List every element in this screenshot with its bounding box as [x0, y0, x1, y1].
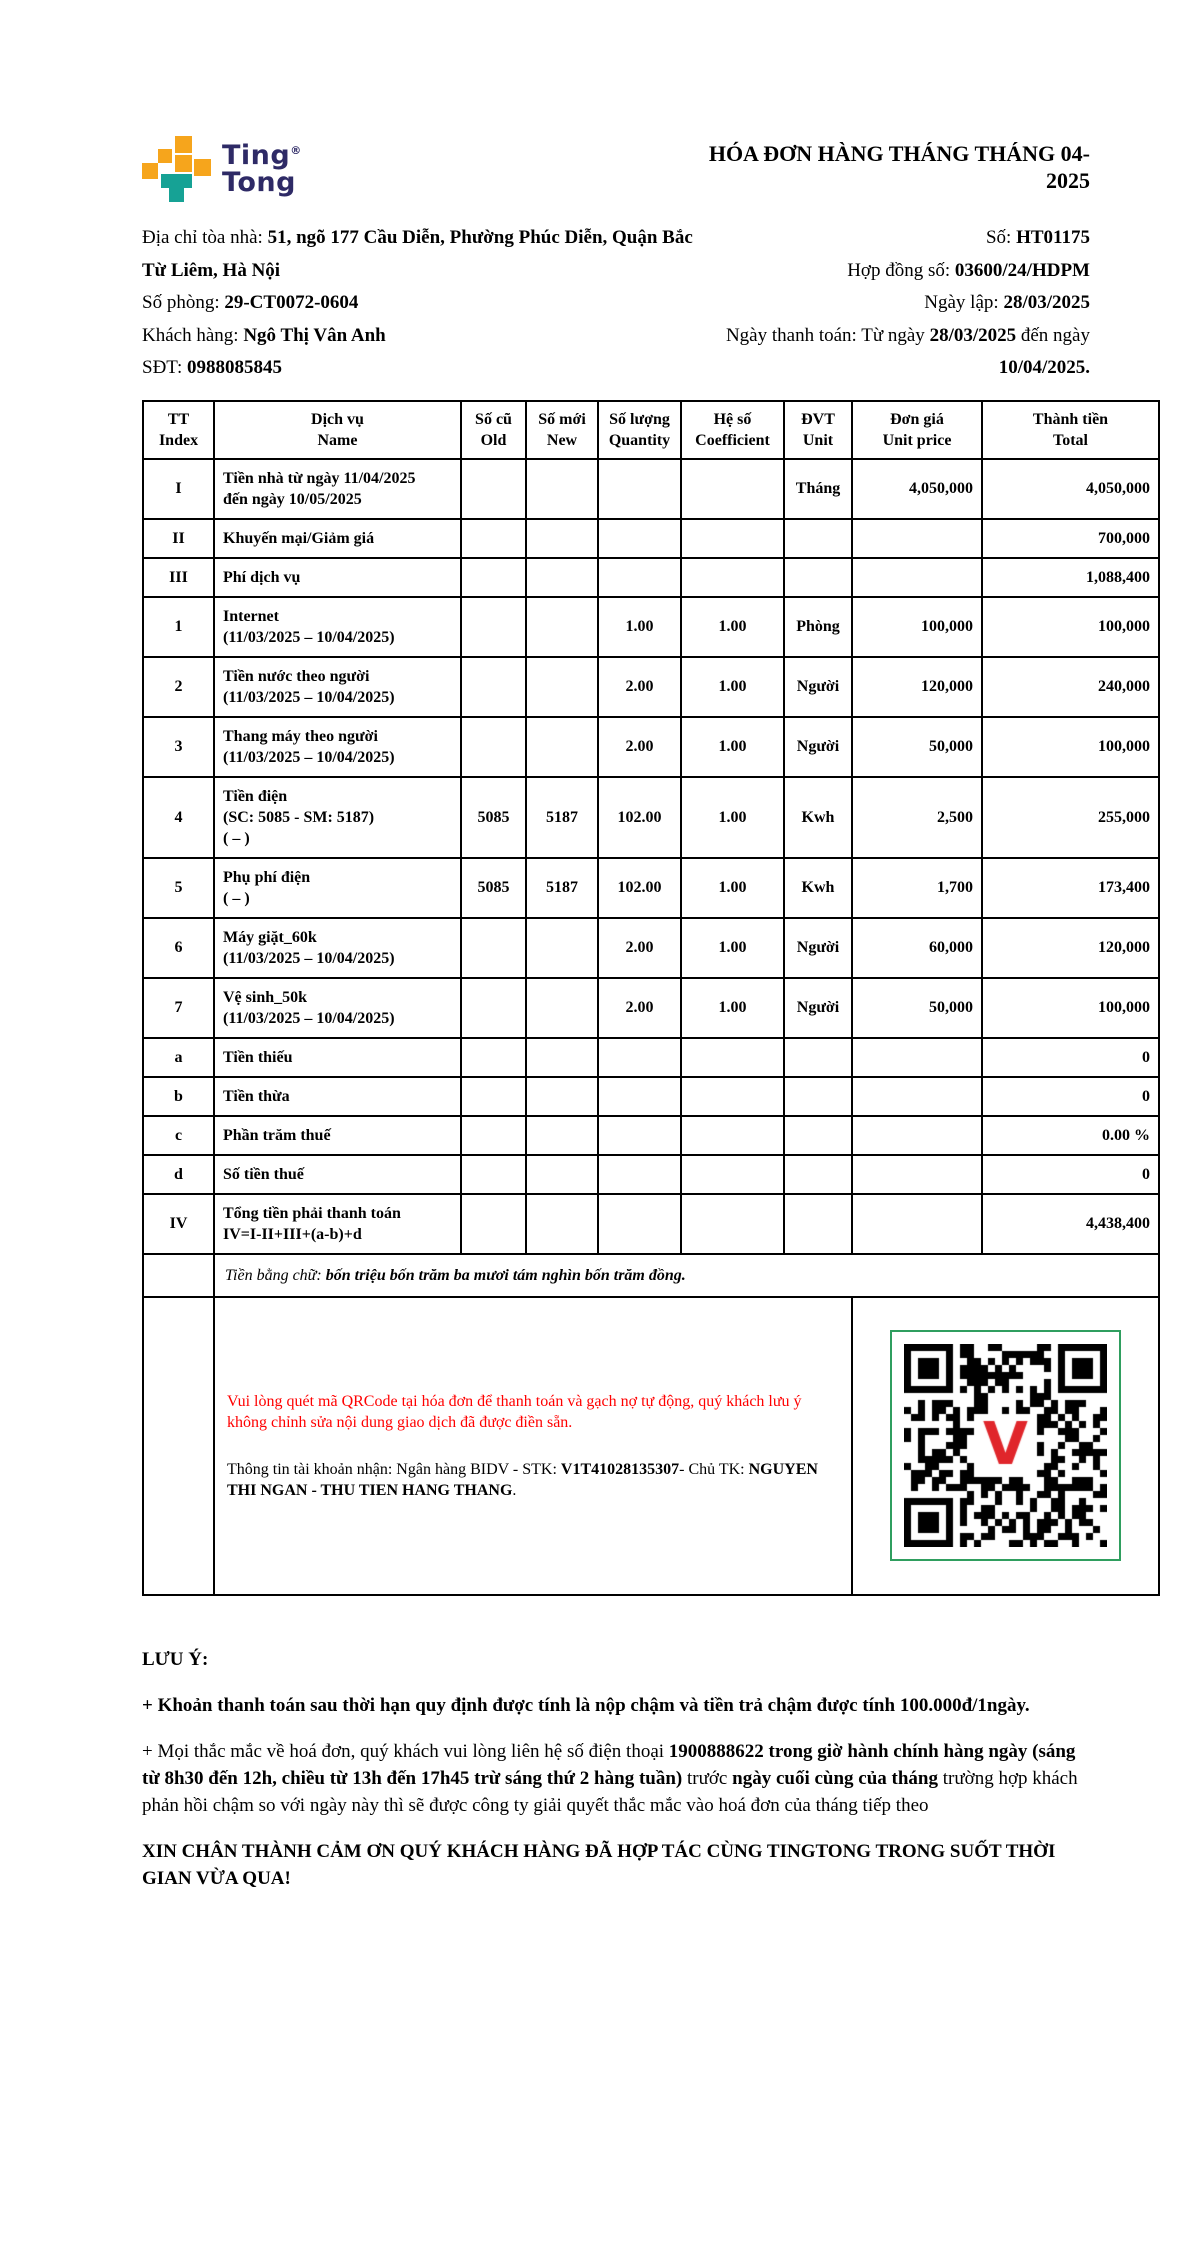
customer-phone: SĐT: 0988085845	[142, 357, 282, 378]
new-reading-cell: 5187	[526, 858, 598, 918]
service-name-cell: Số tiền thuế	[214, 1155, 461, 1194]
total-cell: 173,400	[982, 858, 1159, 918]
total-cell: 700,000	[982, 519, 1159, 558]
old-reading-cell	[461, 1116, 526, 1155]
old-reading-cell	[461, 978, 526, 1038]
qr-warning-text: Vui lòng quét mã QRCode tại hóa đơn để thanh toán và gạch nợ tự động, quý khách lưu ý không chỉnh sửa nội dung giao dịch đã được điền sẵn.	[227, 1392, 802, 1431]
table-row	[143, 657, 1159, 717]
column-header: Hệ số Coefficient	[681, 401, 784, 459]
service-name-cell: Phí dịch vụ	[214, 558, 461, 597]
empty-cell	[143, 1297, 214, 1595]
unit-cell: Người	[784, 978, 852, 1038]
coefficient-cell: 1.00	[681, 918, 784, 978]
unit-cell: Tháng	[784, 459, 852, 519]
row-index-cell: 3	[143, 717, 214, 777]
unit-price-cell: 4,050,000	[852, 459, 982, 519]
table-header-row	[143, 401, 1159, 459]
old-reading-cell	[461, 597, 526, 657]
quantity-cell	[598, 558, 681, 597]
unit-price-cell: 1,700	[852, 858, 982, 918]
table-row	[143, 1038, 1159, 1077]
contract-number: Hợp đồng số: 03600/24/HDPM	[847, 259, 1090, 281]
total-cell: 240,000	[982, 657, 1159, 717]
old-reading-cell	[461, 657, 526, 717]
row-index-cell: a	[143, 1038, 214, 1077]
hotline-note: + Mọi thắc mắc về hoá đơn, quý khách vui lòng liên hệ số điện thoại 1900888622 trong giờ hành chính hàng ngày (sáng từ 8h30 đến 12h, chiều từ 13h đến 17h45 trừ sáng thứ 2 hàng tuần) trước ngày cuối cùng của tháng trường hợp khách phản hồi chậm so với ngày này thì sẽ được công ty giải quyết thắc mắc vào hoá đơn của tháng tiếp theo	[142, 1740, 1078, 1816]
customer-info	[142, 222, 702, 385]
invoice-number: Số: HT01175	[985, 227, 1090, 248]
quantity-cell: 102.00	[598, 858, 681, 918]
unit-price-cell	[852, 1194, 982, 1254]
unit-price-cell	[852, 1038, 982, 1077]
unit-cell: Kwh	[784, 858, 852, 918]
coefficient-cell: 1.00	[681, 858, 784, 918]
total-cell: 120,000	[982, 918, 1159, 978]
row-index-cell: II	[143, 519, 214, 558]
unit-cell: Người	[784, 717, 852, 777]
total-cell: 0	[982, 1155, 1159, 1194]
unit-cell	[784, 1116, 852, 1155]
row-index-cell: III	[143, 558, 214, 597]
table-row	[143, 1155, 1159, 1194]
quantity-cell: 2.00	[598, 657, 681, 717]
unit-price-cell: 50,000	[852, 978, 982, 1038]
new-reading-cell	[526, 717, 598, 777]
unit-cell	[784, 519, 852, 558]
old-reading-cell	[461, 918, 526, 978]
service-name-cell: Phần trăm thuế	[214, 1116, 461, 1155]
coefficient-cell	[681, 1116, 784, 1155]
building-address: Địa chỉ tòa nhà: 51, ngõ 177 Cầu Diễn, Phường Phúc Diễn, Quận Bắc Từ Liêm, Hà Nội	[142, 227, 693, 281]
coefficient-cell: 1.00	[681, 777, 784, 858]
old-reading-cell	[461, 1194, 526, 1254]
new-reading-cell	[526, 1155, 598, 1194]
row-index-cell: 6	[143, 918, 214, 978]
new-reading-cell	[526, 1077, 598, 1116]
row-index-cell: c	[143, 1116, 214, 1155]
quantity-cell	[598, 1194, 681, 1254]
unit-price-cell	[852, 519, 982, 558]
header	[142, 128, 1090, 206]
table-row	[143, 519, 1159, 558]
service-name-cell: Phụ phí điện ( – )	[214, 858, 461, 918]
column-header: Số cũ Old	[461, 401, 526, 459]
payment-period: Ngày thanh toán: Từ ngày 28/03/2025 đến ngày 10/04/2025.	[725, 324, 1090, 378]
quantity-cell: 2.00	[598, 918, 681, 978]
quantity-cell	[598, 459, 681, 519]
new-reading-cell	[526, 558, 598, 597]
tingtong-logo	[142, 128, 302, 206]
coefficient-cell: 1.00	[681, 657, 784, 717]
service-name-cell: Tiền nước theo người (11/03/2025 – 10/04/2025)	[214, 657, 461, 717]
row-index-cell: I	[143, 459, 214, 519]
quantity-cell	[598, 519, 681, 558]
coefficient-cell	[681, 1077, 784, 1116]
new-reading-cell	[526, 918, 598, 978]
service-name-cell: Máy giặt_60k (11/03/2025 – 10/04/2025)	[214, 918, 461, 978]
unit-price-cell	[852, 1077, 982, 1116]
table-row	[143, 717, 1159, 777]
coefficient-cell: 1.00	[681, 978, 784, 1038]
new-reading-cell	[526, 657, 598, 717]
unit-cell	[784, 1194, 852, 1254]
total-cell: 4,050,000	[982, 459, 1159, 519]
service-name-cell: Vệ sinh_50k (11/03/2025 – 10/04/2025)	[214, 978, 461, 1038]
quantity-cell	[598, 1077, 681, 1116]
service-name-cell: Thang máy theo người (11/03/2025 – 10/04/2025)	[214, 717, 461, 777]
old-reading-cell: 5085	[461, 777, 526, 858]
service-name-cell: Tiền điện (SC: 5085 - SM: 5187) ( – )	[214, 777, 461, 858]
quantity-cell: 2.00	[598, 717, 681, 777]
total-cell: 100,000	[982, 978, 1159, 1038]
amount-in-words-row	[143, 1254, 1159, 1297]
invoice-meta	[142, 222, 1090, 385]
amount-in-words: Tiền bằng chữ: bốn triệu bốn trăm ba mươi tám nghìn bốn trăm đồng.	[214, 1254, 1159, 1297]
registered-mark: ®	[290, 144, 302, 157]
new-reading-cell	[526, 1116, 598, 1155]
unit-cell: Người	[784, 918, 852, 978]
old-reading-cell	[461, 519, 526, 558]
service-name-cell: Khuyến mại/Giảm giá	[214, 519, 461, 558]
quantity-cell: 102.00	[598, 777, 681, 858]
table-row	[143, 597, 1159, 657]
row-index-cell: 1	[143, 597, 214, 657]
qr-payment-row	[143, 1297, 1159, 1595]
old-reading-cell	[461, 1077, 526, 1116]
coefficient-cell: 1.00	[681, 597, 784, 657]
coefficient-cell	[681, 459, 784, 519]
total-cell: 255,000	[982, 777, 1159, 858]
total-cell: 0	[982, 1038, 1159, 1077]
issue-date: Ngày lập: 28/03/2025	[924, 292, 1090, 313]
total-cell: 4,438,400	[982, 1194, 1159, 1254]
late-payment-note: + Khoản thanh toán sau thời hạn quy định được tính là nộp chậm và tiền trả chậm được tính 100.000đ/1ngày.	[142, 1694, 1030, 1716]
row-index-cell: d	[143, 1155, 214, 1194]
unit-cell: Phòng	[784, 597, 852, 657]
total-cell: 100,000	[982, 717, 1159, 777]
total-cell: 1,088,400	[982, 558, 1159, 597]
service-name-cell: Internet (11/03/2025 – 10/04/2025)	[214, 597, 461, 657]
room-number: Số phòng: 29-CT0072-0604	[142, 292, 359, 313]
coefficient-cell: 1.00	[681, 717, 784, 777]
notes-heading: LƯU Ý:	[142, 1648, 209, 1670]
service-name-cell: Tổng tiền phải thanh toán IV=I-II+III+(a-b)+d	[214, 1194, 461, 1254]
quantity-cell	[598, 1155, 681, 1194]
new-reading-cell	[526, 1194, 598, 1254]
qr-code-cell	[852, 1297, 1159, 1595]
new-reading-cell	[526, 459, 598, 519]
new-reading-cell	[526, 597, 598, 657]
invoice-info	[702, 222, 1090, 385]
unit-price-cell	[852, 558, 982, 597]
table-row	[143, 459, 1159, 519]
old-reading-cell	[461, 1155, 526, 1194]
coefficient-cell	[681, 519, 784, 558]
row-index-cell: 2	[143, 657, 214, 717]
service-name-cell: Tiền thừa	[214, 1077, 461, 1116]
qr-code-frame	[890, 1330, 1121, 1561]
table-row	[143, 978, 1159, 1038]
unit-cell: Kwh	[784, 777, 852, 858]
column-header: ĐVT Unit	[784, 401, 852, 459]
table-row	[143, 1194, 1159, 1254]
row-index-cell: 5	[143, 858, 214, 918]
tingtong-logo-icon	[142, 136, 212, 206]
customer-name: Khách hàng: Ngô Thị Vân Anh	[142, 324, 386, 346]
old-reading-cell	[461, 558, 526, 597]
logo-wordmark: Ting® Tong	[222, 140, 302, 198]
table-row	[143, 918, 1159, 978]
unit-cell	[784, 558, 852, 597]
total-cell: 0.00 %	[982, 1116, 1159, 1155]
coefficient-cell	[681, 558, 784, 597]
invoice-table	[142, 400, 1160, 1596]
unit-price-cell: 60,000	[852, 918, 982, 978]
old-reading-cell	[461, 1038, 526, 1077]
quantity-cell: 1.00	[598, 597, 681, 657]
column-header: Số lượng Quantity	[598, 401, 681, 459]
column-header: Số mới New	[526, 401, 598, 459]
new-reading-cell	[526, 978, 598, 1038]
column-header: Đơn giá Unit price	[852, 401, 982, 459]
quantity-cell	[598, 1038, 681, 1077]
unit-cell: Người	[784, 657, 852, 717]
footer-notes	[142, 1646, 1092, 1892]
coefficient-cell	[681, 1038, 784, 1077]
unit-price-cell: 100,000	[852, 597, 982, 657]
old-reading-cell: 5085	[461, 858, 526, 918]
new-reading-cell	[526, 1038, 598, 1077]
total-cell: 100,000	[982, 597, 1159, 657]
quantity-cell	[598, 1116, 681, 1155]
old-reading-cell	[461, 717, 526, 777]
unit-price-cell: 50,000	[852, 717, 982, 777]
empty-cell	[143, 1254, 214, 1297]
row-index-cell: 7	[143, 978, 214, 1038]
unit-cell	[784, 1155, 852, 1194]
unit-price-cell: 2,500	[852, 777, 982, 858]
row-index-cell: IV	[143, 1194, 214, 1254]
table-row	[143, 558, 1159, 597]
unit-cell	[784, 1038, 852, 1077]
thank-you-message: XIN CHÂN THÀNH CẢM ƠN QUÝ KHÁCH HÀNG ĐÃ HỢP TÁC CÙNG TINGTONG TRONG SUỐT THỜI GIAN VỪA QUA!	[142, 1840, 1056, 1889]
unit-cell	[784, 1077, 852, 1116]
row-index-cell: b	[143, 1077, 214, 1116]
qr-code	[904, 1344, 1107, 1547]
coefficient-cell	[681, 1194, 784, 1254]
table-row	[143, 1116, 1159, 1155]
unit-price-cell	[852, 1116, 982, 1155]
page-title: HÓA ĐƠN HÀNG THÁNG THÁNG 04- 2025	[708, 141, 1090, 193]
new-reading-cell: 5187	[526, 777, 598, 858]
coefficient-cell	[681, 1155, 784, 1194]
payment-instructions	[214, 1297, 852, 1595]
new-reading-cell	[526, 519, 598, 558]
table-row	[143, 858, 1159, 918]
column-header: TT Index	[143, 401, 214, 459]
column-header: Dịch vụ Name	[214, 401, 461, 459]
old-reading-cell	[461, 459, 526, 519]
unit-price-cell: 120,000	[852, 657, 982, 717]
table-row	[143, 777, 1159, 858]
table-row	[143, 1077, 1159, 1116]
total-cell: 0	[982, 1077, 1159, 1116]
service-name-cell: Tiền nhà từ ngày 11/04/2025 đến ngày 10/05/2025	[214, 459, 461, 519]
quantity-cell: 2.00	[598, 978, 681, 1038]
service-name-cell: Tiền thiếu	[214, 1038, 461, 1077]
row-index-cell: 4	[143, 777, 214, 858]
column-header: Thành tiền Total	[982, 401, 1159, 459]
bank-account-info: Thông tin tài khoản nhận: Ngân hàng BIDV - STK: V1T41028135307- Chủ TK: NGUYEN THI NGAN - THU TIEN HANG THANG.	[227, 1460, 818, 1499]
unit-price-cell	[852, 1155, 982, 1194]
